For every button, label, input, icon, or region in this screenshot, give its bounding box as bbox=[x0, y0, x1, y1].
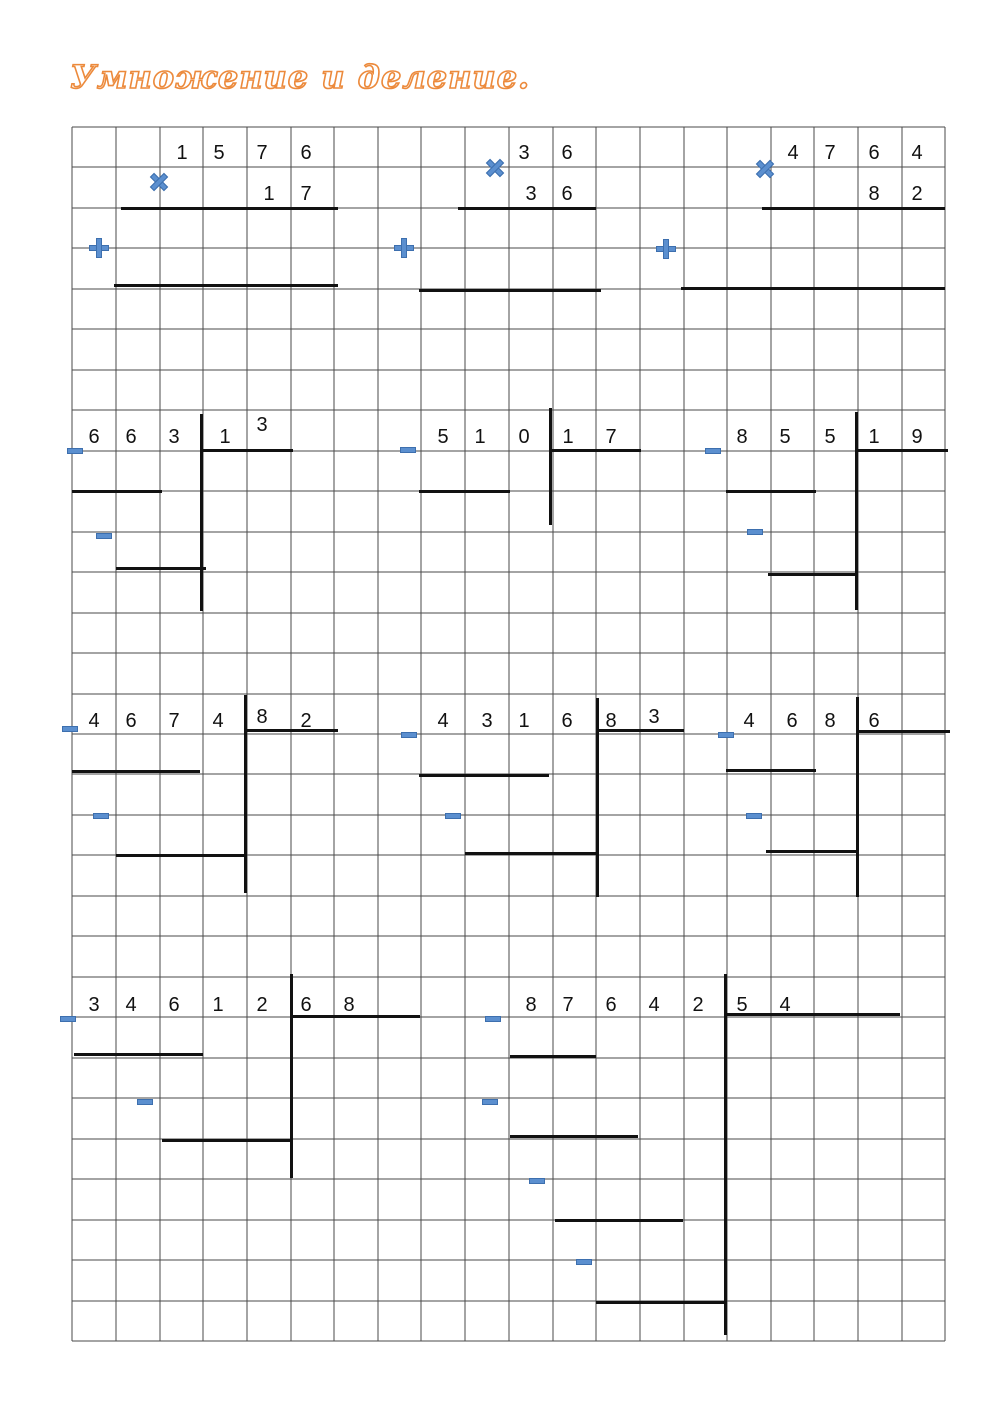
digit: 4 bbox=[125, 994, 137, 1016]
digit: 1 bbox=[212, 994, 224, 1016]
digit: 2 bbox=[911, 183, 923, 205]
digit: 3 bbox=[168, 426, 180, 448]
digit: 8 bbox=[525, 994, 537, 1016]
digit: 1 bbox=[518, 710, 530, 732]
digit: 8 bbox=[824, 710, 836, 732]
digit: 6 bbox=[786, 710, 798, 732]
digit: 4 bbox=[212, 710, 224, 732]
digit: 6 bbox=[88, 426, 100, 448]
digit: 3 bbox=[525, 183, 537, 205]
digit: 7 bbox=[300, 183, 312, 205]
digit: 3 bbox=[518, 142, 530, 164]
digit: 4 bbox=[437, 710, 449, 732]
digit: 4 bbox=[648, 994, 660, 1016]
digit: 6 bbox=[561, 183, 573, 205]
digit: 7 bbox=[605, 426, 617, 448]
digit: 1 bbox=[868, 426, 880, 448]
digit: 8 bbox=[343, 994, 355, 1016]
digit: 1 bbox=[562, 426, 574, 448]
digit: 7 bbox=[562, 994, 574, 1016]
digit: 1 bbox=[219, 426, 231, 448]
digit: 8 bbox=[605, 710, 617, 732]
digit: 3 bbox=[256, 414, 268, 436]
digit: 5 bbox=[779, 426, 791, 448]
digit: 7 bbox=[824, 142, 836, 164]
digit: 3 bbox=[481, 710, 493, 732]
digit: 0 bbox=[518, 426, 530, 448]
digit: 6 bbox=[868, 710, 880, 732]
digit: 3 bbox=[88, 994, 100, 1016]
digit: 2 bbox=[300, 710, 312, 732]
digit: 3 bbox=[648, 706, 660, 728]
digit: 8 bbox=[868, 183, 880, 205]
digit: 2 bbox=[256, 994, 268, 1016]
digit: 7 bbox=[168, 710, 180, 732]
digit: 6 bbox=[125, 426, 137, 448]
digit: 6 bbox=[300, 994, 312, 1016]
digit: 1 bbox=[263, 183, 275, 205]
digit: 4 bbox=[743, 710, 755, 732]
digit: 4 bbox=[88, 710, 100, 732]
digit: 6 bbox=[868, 142, 880, 164]
digit: 2 bbox=[692, 994, 704, 1016]
digit: 6 bbox=[300, 142, 312, 164]
digit: 7 bbox=[256, 142, 268, 164]
digit: 9 bbox=[911, 426, 923, 448]
digit: 5 bbox=[213, 142, 225, 164]
digit: 6 bbox=[168, 994, 180, 1016]
digit: 5 bbox=[736, 994, 748, 1016]
digit: 5 bbox=[437, 426, 449, 448]
digit: 6 bbox=[561, 710, 573, 732]
digit: 6 bbox=[125, 710, 137, 732]
digit: 6 bbox=[561, 142, 573, 164]
page-title: Умножение и деление. bbox=[70, 58, 531, 96]
digit: 8 bbox=[256, 706, 268, 728]
digit: 4 bbox=[787, 142, 799, 164]
digit: 4 bbox=[779, 994, 791, 1016]
digit: 4 bbox=[911, 142, 923, 164]
digit: 6 bbox=[605, 994, 617, 1016]
digit: 1 bbox=[474, 426, 486, 448]
digit: 8 bbox=[736, 426, 748, 448]
digit: 5 bbox=[824, 426, 836, 448]
digit: 1 bbox=[176, 142, 188, 164]
